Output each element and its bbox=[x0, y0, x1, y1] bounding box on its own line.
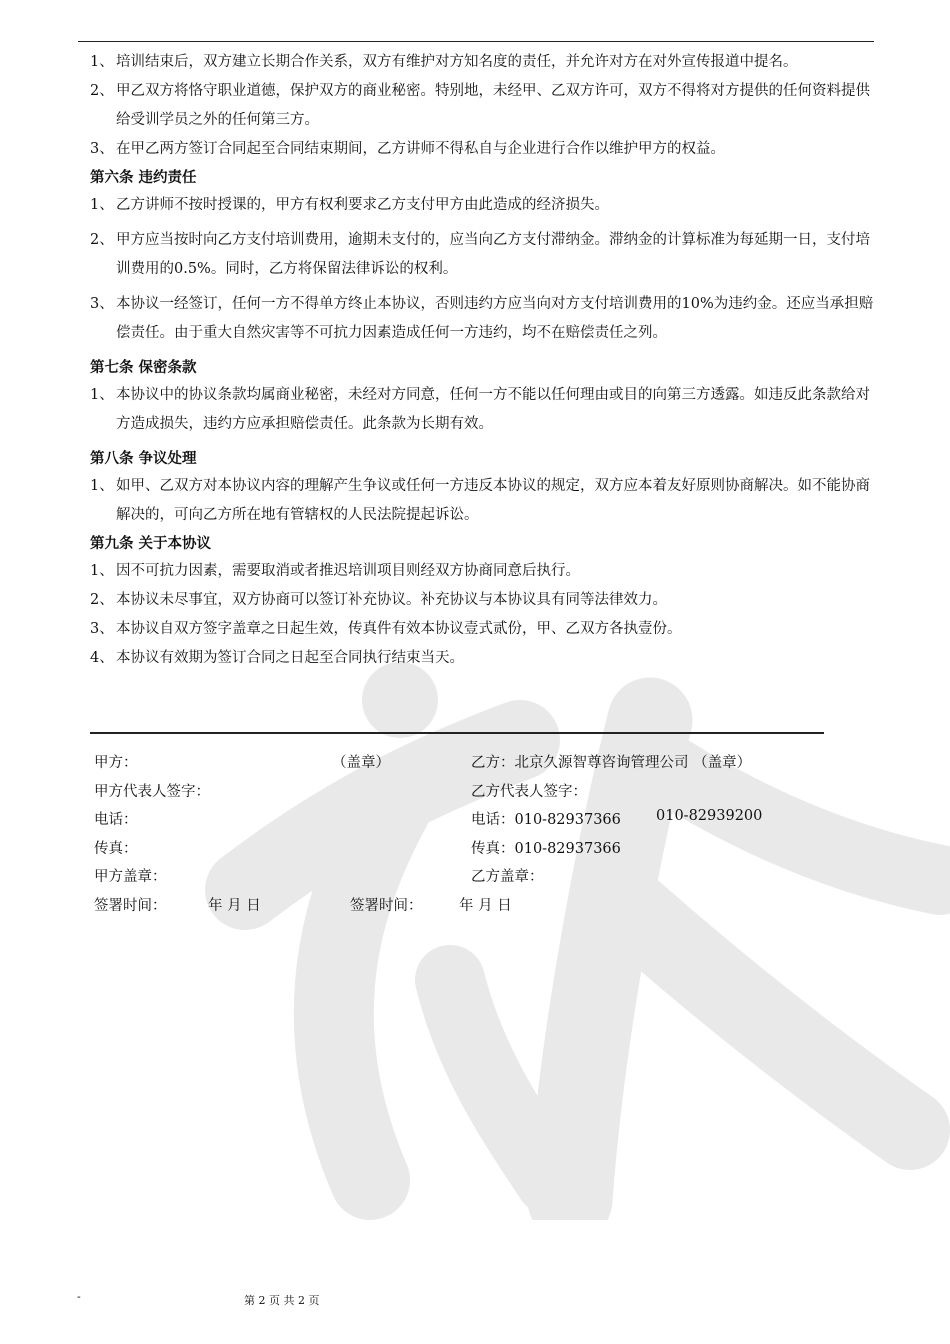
party-b-phone: 电话：010-82937366 bbox=[471, 812, 621, 828]
party-b-label: 乙方：北京久源智尊咨询管理公司 （盖章） bbox=[471, 755, 752, 771]
signature-row-rep bbox=[94, 780, 854, 809]
footer-mark: - bbox=[77, 1290, 81, 1303]
clause-item: 3、 在甲乙两方签订合同起至合同结束期间，乙方讲师不得私自与企业进行合作以维护甲方的权益。 bbox=[90, 141, 725, 157]
clause-item: 4、 本协议有效期为签订合同之日起至合同执行结束当天。 bbox=[90, 650, 464, 666]
clause-item: 1、 乙方讲师不按时授课的，甲方有权利要求乙方支付甲方由此造成的经济损失。 bbox=[90, 197, 609, 213]
party-a-seal: （盖章） bbox=[332, 755, 390, 771]
clause-item: 3、 本协议自双方签字盖章之日起生效，传真件有效本协议壹式贰份，甲、乙双方各执壹份。 bbox=[90, 621, 682, 637]
signature-block bbox=[94, 751, 854, 922]
clause-list-top bbox=[90, 48, 880, 164]
party-b-phone-2: 010-82939200 bbox=[656, 808, 763, 824]
document-body bbox=[90, 48, 880, 673]
party-a-fax: 传真： bbox=[94, 840, 138, 857]
signature-row-fax bbox=[94, 837, 854, 866]
signature-divider bbox=[90, 732, 824, 734]
party-b-date: 年 月 日 bbox=[459, 897, 512, 914]
signature-row-stamp bbox=[94, 865, 854, 894]
clause-item: 2、 甲乙双方将恪守职业道德，保护双方的商业秘密。特别地，未经甲、乙双方许可，双方不得将对方提供的任何资料提供给受训学员之外的任何第三方。 bbox=[90, 83, 870, 128]
clause-item: 1、 培训结束后，双方建立长期合作关系，双方有维护对方知名度的责任，并允许对方在对外宣传报道中提名。 bbox=[90, 54, 798, 70]
clause-item: 1、 因不可抗力因素，需要取消或者推迟培训项目则经双方协商同意后执行。 bbox=[90, 563, 580, 579]
party-a-label: 甲方： bbox=[94, 755, 138, 771]
party-b-rep: 乙方代表人签字： bbox=[471, 783, 587, 800]
clause-item: 1、 本协议中的协议条款均属商业秘密，未经对方同意，任何一方不能以任何理由或目的向第三方透露。如违反此条款给对方造成损失，违约方应承担赔偿责任。此条款为长期有效。 bbox=[90, 387, 870, 432]
section-heading-about: 第九条 关于本协议 bbox=[90, 535, 212, 552]
page-number: 第 2 页 共 2 页 bbox=[244, 1294, 320, 1307]
signature-row-date bbox=[94, 894, 854, 923]
party-a-stamp: 甲方盖章： bbox=[94, 869, 167, 885]
signature-row-phone bbox=[94, 808, 854, 837]
header-rule bbox=[78, 41, 874, 42]
signature-row-party bbox=[94, 751, 854, 780]
party-a-date: 年 月 日 bbox=[208, 897, 261, 914]
party-a-date-label: 签署时间： bbox=[94, 897, 167, 914]
party-a-phone: 电话： bbox=[94, 812, 138, 828]
clause-item: 2、 甲方应当按时向乙方支付培训费用，逾期未支付的，应当向乙方支付滞纳金。滞纳金的计算标准为每延期一日，支付培训费用的0.5%。同时，乙方将保留法律诉讼的权利。 bbox=[90, 232, 870, 277]
section-heading-breach: 第六条 违约责任 bbox=[90, 169, 197, 186]
clause-item: 1、 如甲、乙双方对本协议内容的理解产生争议或任何一方违反本协议的规定，双方应本着友好原则协商解决。如不能协商解决的，可向乙方所在地有管辖权的人民法院提起诉讼。 bbox=[90, 478, 870, 523]
clause-item: 3、 本协议一经签订，任何一方不得单方终止本协议，否则违约方应当向对方支付培训费用的10%为违约金。还应当承担赔偿责任。由于重大自然灾害等不可抗力因素造成任何一方违约，均不在赔偿责任之列。 bbox=[90, 296, 874, 341]
section-heading-dispute: 第八条 争议处理 bbox=[90, 450, 197, 467]
clause-item: 2、 本协议未尽事宜，双方协商可以签订补充协议。补充协议与本协议具有同等法律效力。 bbox=[90, 592, 667, 608]
party-b-date-label: 签署时间： bbox=[350, 897, 423, 914]
watermark-logo bbox=[150, 660, 950, 1220]
party-b-stamp: 乙方盖章： bbox=[471, 869, 544, 885]
party-a-rep: 甲方代表人签字： bbox=[94, 783, 210, 800]
section-heading-confidentiality: 第七条 保密条款 bbox=[90, 359, 197, 376]
party-b-fax: 传真：010-82937366 bbox=[471, 840, 621, 857]
